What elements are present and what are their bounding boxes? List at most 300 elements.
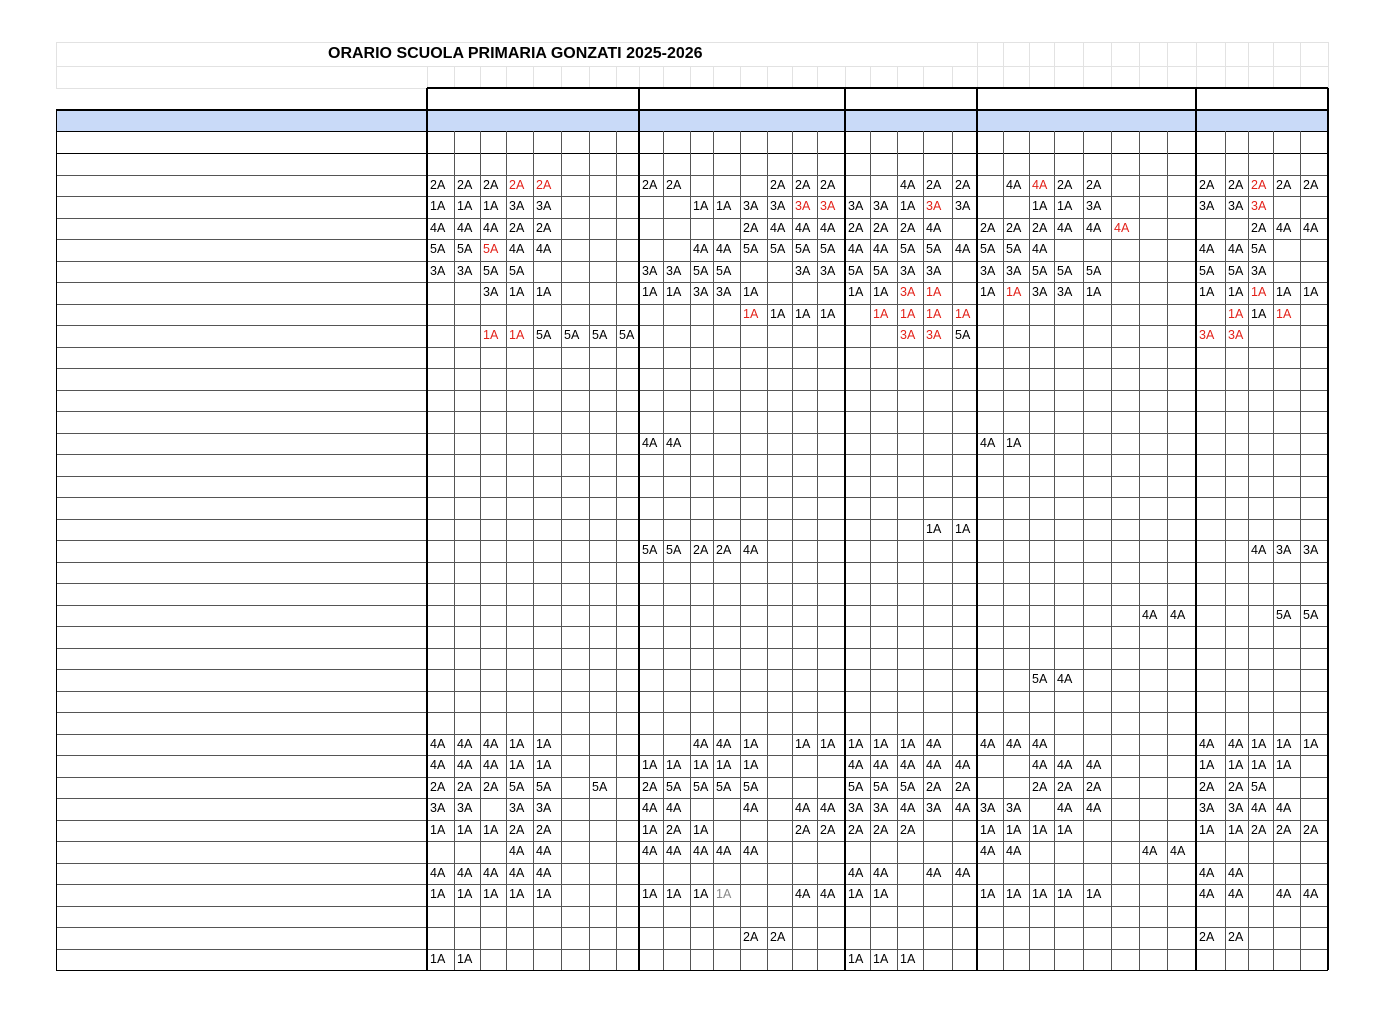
schedule-cell[interactable]: 2A xyxy=(1057,780,1073,794)
schedule-cell[interactable]: 1A xyxy=(848,952,864,966)
schedule-cell[interactable]: 4A xyxy=(430,221,446,235)
schedule-cell[interactable]: 4A xyxy=(642,801,658,815)
schedule-cell[interactable]: 3A xyxy=(509,199,525,213)
schedule-cell[interactable]: 1A xyxy=(666,887,682,901)
schedule-cell[interactable]: 4A xyxy=(1032,737,1048,751)
schedule-cell[interactable]: 1A xyxy=(980,285,996,299)
schedule-cell[interactable]: 3A xyxy=(926,328,942,342)
schedule-cell[interactable]: 2A xyxy=(666,178,682,192)
schedule-cell[interactable]: 2A xyxy=(509,178,525,192)
schedule-cell[interactable]: 2A xyxy=(1228,780,1244,794)
schedule-cell[interactable]: 5A xyxy=(820,242,836,256)
schedule-cell[interactable]: 3A xyxy=(795,264,811,278)
schedule-cell[interactable]: 4A xyxy=(483,221,499,235)
schedule-cell[interactable]: 1A xyxy=(1032,887,1048,901)
schedule-cell[interactable]: 4A xyxy=(820,801,836,815)
schedule-cell[interactable]: 2A xyxy=(1057,178,1073,192)
schedule-cell[interactable]: 4A xyxy=(795,887,811,901)
schedule-cell[interactable]: 3A xyxy=(536,801,552,815)
schedule-cell[interactable]: 3A xyxy=(430,264,446,278)
schedule-cell[interactable]: 5A xyxy=(509,780,525,794)
schedule-cell[interactable]: 4A xyxy=(430,866,446,880)
schedule-cell[interactable]: 5A xyxy=(900,780,916,794)
schedule-cell[interactable]: 2A xyxy=(536,178,552,192)
schedule-cell[interactable]: 1A xyxy=(1276,307,1292,321)
schedule-cell[interactable]: 2A xyxy=(536,221,552,235)
schedule-cell[interactable]: 5A xyxy=(1006,242,1022,256)
schedule-cell[interactable]: 2A xyxy=(1228,178,1244,192)
schedule-cell[interactable]: 2A xyxy=(1086,178,1102,192)
schedule-cell[interactable]: 3A xyxy=(980,801,996,815)
schedule-cell[interactable]: 4A xyxy=(430,758,446,772)
schedule-cell[interactable]: 3A xyxy=(1251,199,1267,213)
schedule-cell[interactable]: 1A xyxy=(642,758,658,772)
schedule-cell[interactable]: 4A xyxy=(509,866,525,880)
schedule-cell[interactable]: 4A xyxy=(1199,737,1215,751)
schedule-cell[interactable]: 1A xyxy=(536,285,552,299)
schedule-cell[interactable]: 1A xyxy=(743,307,759,321)
schedule-cell[interactable]: 3A xyxy=(820,264,836,278)
schedule-cell[interactable]: 5A xyxy=(716,264,732,278)
schedule-cell[interactable]: 1A xyxy=(1251,737,1267,751)
schedule-cell[interactable]: 5A xyxy=(666,780,682,794)
schedule-cell[interactable]: 1A xyxy=(483,823,499,837)
schedule-cell[interactable]: 1A xyxy=(1086,887,1102,901)
schedule-cell[interactable]: 4A xyxy=(743,844,759,858)
schedule-cell[interactable]: 2A xyxy=(483,780,499,794)
schedule-cell[interactable]: 2A xyxy=(1251,823,1267,837)
schedule-cell[interactable]: 4A xyxy=(1032,178,1048,192)
schedule-cell[interactable]: 4A xyxy=(900,758,916,772)
schedule-cell[interactable]: 4A xyxy=(848,242,864,256)
schedule-cell[interactable]: 4A xyxy=(716,737,732,751)
schedule-cell[interactable]: 1A xyxy=(536,758,552,772)
schedule-cell[interactable]: 1A xyxy=(955,522,971,536)
schedule-cell[interactable]: 4A xyxy=(457,737,473,751)
schedule-cell[interactable]: 2A xyxy=(900,823,916,837)
schedule-cell[interactable]: 1A xyxy=(483,199,499,213)
schedule-cell[interactable]: 4A xyxy=(642,844,658,858)
schedule-cell[interactable]: 2A xyxy=(1276,823,1292,837)
schedule-cell[interactable]: 1A xyxy=(873,285,889,299)
schedule-cell[interactable]: 2A xyxy=(509,221,525,235)
schedule-cell[interactable]: 1A xyxy=(1199,823,1215,837)
schedule-cell[interactable]: 2A xyxy=(1086,780,1102,794)
schedule-cell[interactable]: 1A xyxy=(693,887,709,901)
schedule-cell[interactable]: 1A xyxy=(1276,758,1292,772)
schedule-cell[interactable]: 1A xyxy=(509,328,525,342)
schedule-cell[interactable]: 1A xyxy=(509,285,525,299)
schedule-cell[interactable]: 5A xyxy=(1199,264,1215,278)
schedule-cell[interactable]: 4A xyxy=(1199,887,1215,901)
schedule-cell[interactable]: 2A xyxy=(848,221,864,235)
schedule-cell[interactable]: 2A xyxy=(848,823,864,837)
schedule-cell[interactable]: 1A xyxy=(430,887,446,901)
schedule-cell[interactable]: 1A xyxy=(873,737,889,751)
schedule-cell[interactable]: 5A xyxy=(926,242,942,256)
schedule-cell[interactable]: 1A xyxy=(1006,436,1022,450)
schedule-cell[interactable]: 1A xyxy=(666,285,682,299)
schedule-cell[interactable]: 1A xyxy=(509,758,525,772)
schedule-cell[interactable]: 4A xyxy=(955,758,971,772)
schedule-cell[interactable]: 4A xyxy=(770,221,786,235)
schedule-cell[interactable]: 1A xyxy=(1032,199,1048,213)
schedule-cell[interactable]: 4A xyxy=(1228,737,1244,751)
schedule-cell[interactable]: 1A xyxy=(926,307,942,321)
schedule-cell[interactable]: 1A xyxy=(1057,823,1073,837)
schedule-cell[interactable]: 1A xyxy=(457,887,473,901)
schedule-cell[interactable]: 4A xyxy=(1228,866,1244,880)
schedule-cell[interactable]: 1A xyxy=(430,823,446,837)
schedule-cell[interactable]: 4A xyxy=(536,866,552,880)
schedule-cell[interactable]: 1A xyxy=(900,737,916,751)
schedule-cell[interactable]: 1A xyxy=(430,199,446,213)
schedule-cell[interactable]: 2A xyxy=(1276,178,1292,192)
schedule-cell[interactable]: 4A xyxy=(820,221,836,235)
schedule-cell[interactable]: 1A xyxy=(693,199,709,213)
schedule-cell[interactable]: 1A xyxy=(1276,737,1292,751)
schedule-cell[interactable]: 4A xyxy=(666,436,682,450)
schedule-cell[interactable]: 2A xyxy=(1251,221,1267,235)
schedule-cell[interactable]: 2A xyxy=(1228,930,1244,944)
schedule-cell[interactable]: 4A xyxy=(900,801,916,815)
schedule-cell[interactable]: 4A xyxy=(980,844,996,858)
schedule-cell[interactable]: 1A xyxy=(1276,285,1292,299)
schedule-cell[interactable]: 4A xyxy=(716,844,732,858)
schedule-cell[interactable]: 3A xyxy=(1228,199,1244,213)
schedule-cell[interactable]: 1A xyxy=(1199,285,1215,299)
schedule-cell[interactable]: 4A xyxy=(666,844,682,858)
schedule-cell[interactable]: 2A xyxy=(820,178,836,192)
schedule-cell[interactable]: 4A xyxy=(1228,242,1244,256)
schedule-cell[interactable]: 5A xyxy=(430,242,446,256)
schedule-cell[interactable]: 5A xyxy=(592,780,608,794)
schedule-cell[interactable]: 4A xyxy=(483,758,499,772)
schedule-cell[interactable]: 2A xyxy=(873,221,889,235)
schedule-cell[interactable]: 5A xyxy=(848,264,864,278)
schedule-cell[interactable]: 3A xyxy=(430,801,446,815)
schedule-cell[interactable]: 3A xyxy=(873,801,889,815)
schedule-cell[interactable]: 1A xyxy=(693,823,709,837)
schedule-cell[interactable]: 4A xyxy=(1199,242,1215,256)
schedule-cell[interactable]: 4A xyxy=(457,221,473,235)
schedule-cell[interactable]: 2A xyxy=(820,823,836,837)
schedule-cell[interactable]: 3A xyxy=(457,801,473,815)
schedule-cell[interactable]: 1A xyxy=(716,887,732,901)
schedule-cell[interactable]: 4A xyxy=(1303,887,1319,901)
schedule-cell[interactable]: 3A xyxy=(1251,264,1267,278)
schedule-cell[interactable]: 1A xyxy=(536,887,552,901)
schedule-cell[interactable]: 3A xyxy=(980,264,996,278)
schedule-cell[interactable]: 4A xyxy=(457,866,473,880)
schedule-cell[interactable]: 4A xyxy=(1006,844,1022,858)
schedule-cell[interactable]: 4A xyxy=(1057,758,1073,772)
schedule-cell[interactable]: 2A xyxy=(1199,780,1215,794)
schedule-cell[interactable]: 4A xyxy=(457,758,473,772)
schedule-cell[interactable]: 4A xyxy=(1057,801,1073,815)
schedule-cell[interactable]: 4A xyxy=(483,737,499,751)
schedule-cell[interactable]: 4A xyxy=(926,221,942,235)
schedule-cell[interactable]: 1A xyxy=(457,952,473,966)
schedule-cell[interactable]: 1A xyxy=(1228,307,1244,321)
schedule-cell[interactable]: 4A xyxy=(873,758,889,772)
schedule-cell[interactable]: 4A xyxy=(980,737,996,751)
schedule-cell[interactable]: 1A xyxy=(1303,737,1319,751)
schedule-cell[interactable]: 2A xyxy=(457,780,473,794)
schedule-cell[interactable]: 5A xyxy=(795,242,811,256)
schedule-cell[interactable]: 4A xyxy=(1276,221,1292,235)
schedule-cell[interactable]: 2A xyxy=(666,823,682,837)
schedule-cell[interactable]: 5A xyxy=(483,264,499,278)
schedule-cell[interactable]: 1A xyxy=(716,199,732,213)
schedule-cell[interactable]: 3A xyxy=(1006,801,1022,815)
schedule-cell[interactable]: 2A xyxy=(483,178,499,192)
schedule-cell[interactable]: 5A xyxy=(564,328,580,342)
schedule-cell[interactable]: 2A xyxy=(1032,221,1048,235)
schedule-cell[interactable]: 1A xyxy=(980,887,996,901)
schedule-cell[interactable]: 5A xyxy=(666,543,682,557)
schedule-cell[interactable]: 1A xyxy=(743,758,759,772)
schedule-cell[interactable]: 1A xyxy=(1228,285,1244,299)
schedule-cell[interactable]: 1A xyxy=(900,199,916,213)
schedule-cell[interactable]: 4A xyxy=(693,242,709,256)
schedule-cell[interactable]: 1A xyxy=(509,887,525,901)
schedule-cell[interactable]: 4A xyxy=(848,758,864,772)
schedule-cell[interactable]: 1A xyxy=(848,737,864,751)
schedule-cell[interactable]: 1A xyxy=(642,285,658,299)
schedule-cell[interactable]: 1A xyxy=(693,758,709,772)
schedule-cell[interactable]: 1A xyxy=(926,522,942,536)
schedule-cell[interactable]: 4A xyxy=(1057,221,1073,235)
schedule-cell[interactable]: 2A xyxy=(536,823,552,837)
schedule-cell[interactable]: 3A xyxy=(457,264,473,278)
schedule-cell[interactable]: 4A xyxy=(1251,543,1267,557)
schedule-cell[interactable]: 2A xyxy=(693,543,709,557)
schedule-cell[interactable]: 4A xyxy=(1170,844,1186,858)
schedule-cell[interactable]: 3A xyxy=(1057,285,1073,299)
schedule-cell[interactable]: 1A xyxy=(1251,758,1267,772)
schedule-cell[interactable]: 2A xyxy=(873,823,889,837)
schedule-cell[interactable]: 2A xyxy=(1303,178,1319,192)
schedule-cell[interactable]: 5A xyxy=(1057,264,1073,278)
schedule-cell[interactable]: 1A xyxy=(457,199,473,213)
schedule-cell[interactable]: 3A xyxy=(693,285,709,299)
schedule-cell[interactable]: 5A xyxy=(509,264,525,278)
schedule-cell[interactable]: 3A xyxy=(1228,328,1244,342)
schedule-cell[interactable]: 5A xyxy=(1303,608,1319,622)
schedule-cell[interactable]: 4A xyxy=(926,737,942,751)
schedule-cell[interactable]: 2A xyxy=(1006,221,1022,235)
schedule-cell[interactable]: 2A xyxy=(955,780,971,794)
schedule-cell[interactable]: 5A xyxy=(1032,264,1048,278)
schedule-cell[interactable]: 3A xyxy=(848,801,864,815)
schedule-cell[interactable]: 5A xyxy=(1032,672,1048,686)
schedule-cell[interactable]: 3A xyxy=(1199,801,1215,815)
schedule-cell[interactable]: 5A xyxy=(743,780,759,794)
schedule-cell[interactable]: 5A xyxy=(619,328,635,342)
schedule-cell[interactable]: 3A xyxy=(743,199,759,213)
schedule-cell[interactable]: 4A xyxy=(1142,844,1158,858)
schedule-cell[interactable]: 2A xyxy=(642,178,658,192)
schedule-cell[interactable]: 4A xyxy=(926,866,942,880)
schedule-cell[interactable]: 5A xyxy=(1251,780,1267,794)
schedule-cell[interactable]: 4A xyxy=(1114,221,1130,235)
schedule-cell[interactable]: 3A xyxy=(1032,285,1048,299)
schedule-cell[interactable]: 4A xyxy=(980,436,996,450)
schedule-cell[interactable]: 4A xyxy=(1170,608,1186,622)
schedule-cell[interactable]: 4A xyxy=(1057,672,1073,686)
schedule-cell[interactable]: 5A xyxy=(873,264,889,278)
schedule-cell[interactable]: 1A xyxy=(509,737,525,751)
schedule-cell[interactable]: 1A xyxy=(716,758,732,772)
schedule-cell[interactable]: 1A xyxy=(1251,285,1267,299)
schedule-cell[interactable]: 5A xyxy=(642,543,658,557)
schedule-cell[interactable]: 1A xyxy=(743,737,759,751)
schedule-cell[interactable]: 2A xyxy=(642,780,658,794)
schedule-cell[interactable]: 3A xyxy=(1303,543,1319,557)
schedule-cell[interactable]: 1A xyxy=(1228,758,1244,772)
schedule-cell[interactable]: 3A xyxy=(955,199,971,213)
schedule-cell[interactable]: 1A xyxy=(1251,307,1267,321)
schedule-cell[interactable]: 1A xyxy=(1199,758,1215,772)
schedule-cell[interactable]: 5A xyxy=(955,328,971,342)
schedule-cell[interactable]: 2A xyxy=(457,178,473,192)
schedule-cell[interactable]: 2A xyxy=(743,221,759,235)
schedule-cell[interactable]: 5A xyxy=(1228,264,1244,278)
schedule-cell[interactable]: 5A xyxy=(980,242,996,256)
schedule-cell[interactable]: 4A xyxy=(900,178,916,192)
schedule-cell[interactable]: 4A xyxy=(955,801,971,815)
schedule-cell[interactable]: 5A xyxy=(483,242,499,256)
schedule-cell[interactable]: 4A xyxy=(1086,758,1102,772)
schedule-cell[interactable]: 2A xyxy=(770,930,786,944)
schedule-cell[interactable]: 4A xyxy=(955,866,971,880)
schedule-cell[interactable]: 1A xyxy=(820,307,836,321)
schedule-cell[interactable]: 5A xyxy=(900,242,916,256)
schedule-cell[interactable]: 1A xyxy=(483,887,499,901)
schedule-cell[interactable]: 3A xyxy=(820,199,836,213)
schedule-cell[interactable]: 4A xyxy=(536,242,552,256)
schedule-cell[interactable]: 4A xyxy=(873,242,889,256)
schedule-cell[interactable]: 3A xyxy=(1006,264,1022,278)
schedule-cell[interactable]: 1A xyxy=(743,285,759,299)
schedule-cell[interactable]: 5A xyxy=(770,242,786,256)
schedule-cell[interactable]: 4A xyxy=(955,242,971,256)
schedule-cell[interactable]: 4A xyxy=(848,866,864,880)
schedule-cell[interactable]: 1A xyxy=(1228,823,1244,837)
schedule-cell[interactable]: 3A xyxy=(900,264,916,278)
schedule-cell[interactable]: 4A xyxy=(1142,608,1158,622)
schedule-cell[interactable]: 1A xyxy=(955,307,971,321)
schedule-cell[interactable]: 4A xyxy=(743,801,759,815)
schedule-cell[interactable]: 1A xyxy=(1303,285,1319,299)
schedule-cell[interactable]: 2A xyxy=(1032,780,1048,794)
schedule-cell[interactable]: 3A xyxy=(1199,328,1215,342)
schedule-cell[interactable]: 3A xyxy=(770,199,786,213)
schedule-cell[interactable]: 2A xyxy=(795,178,811,192)
schedule-cell[interactable]: 1A xyxy=(873,887,889,901)
schedule-cell[interactable]: 4A xyxy=(795,801,811,815)
schedule-cell[interactable]: 3A xyxy=(926,199,942,213)
schedule-cell[interactable]: 5A xyxy=(743,242,759,256)
schedule-cell[interactable]: 3A xyxy=(873,199,889,213)
schedule-cell[interactable]: 2A xyxy=(900,221,916,235)
schedule-cell[interactable]: 4A xyxy=(1303,221,1319,235)
schedule-cell[interactable]: 1A xyxy=(430,952,446,966)
schedule-cell[interactable]: 5A xyxy=(693,264,709,278)
schedule-cell[interactable]: 3A xyxy=(666,264,682,278)
schedule-cell[interactable]: 2A xyxy=(980,221,996,235)
schedule-cell[interactable]: 5A xyxy=(716,780,732,794)
schedule-cell[interactable]: 4A xyxy=(1086,221,1102,235)
schedule-cell[interactable]: 5A xyxy=(873,780,889,794)
schedule-cell[interactable]: 1A xyxy=(848,887,864,901)
schedule-cell[interactable]: 1A xyxy=(483,328,499,342)
schedule-cell[interactable]: 4A xyxy=(1276,887,1292,901)
schedule-cell[interactable]: 4A xyxy=(795,221,811,235)
schedule-cell[interactable]: 5A xyxy=(457,242,473,256)
schedule-cell[interactable]: 1A xyxy=(873,952,889,966)
schedule-cell[interactable]: 4A xyxy=(1228,887,1244,901)
schedule-cell[interactable]: 5A xyxy=(536,328,552,342)
schedule-cell[interactable]: 3A xyxy=(509,801,525,815)
schedule-cell[interactable]: 3A xyxy=(900,285,916,299)
schedule-cell[interactable]: 3A xyxy=(926,264,942,278)
schedule-cell[interactable]: 2A xyxy=(716,543,732,557)
schedule-cell[interactable]: 1A xyxy=(1057,199,1073,213)
schedule-cell[interactable]: 1A xyxy=(536,737,552,751)
schedule-cell[interactable]: 2A xyxy=(926,178,942,192)
schedule-cell[interactable]: 2A xyxy=(770,178,786,192)
schedule-cell[interactable]: 3A xyxy=(716,285,732,299)
schedule-cell[interactable]: 1A xyxy=(770,307,786,321)
schedule-cell[interactable]: 4A xyxy=(1006,737,1022,751)
schedule-cell[interactable]: 4A xyxy=(1276,801,1292,815)
schedule-cell[interactable]: 2A xyxy=(430,178,446,192)
schedule-cell[interactable]: 1A xyxy=(666,758,682,772)
schedule-cell[interactable]: 2A xyxy=(430,780,446,794)
schedule-cell[interactable]: 1A xyxy=(457,823,473,837)
schedule-cell[interactable]: 4A xyxy=(820,887,836,901)
schedule-cell[interactable]: 1A xyxy=(642,887,658,901)
schedule-cell[interactable]: 1A xyxy=(820,737,836,751)
schedule-cell[interactable]: 4A xyxy=(1032,758,1048,772)
schedule-cell[interactable]: 1A xyxy=(642,823,658,837)
schedule-cell[interactable]: 4A xyxy=(743,543,759,557)
schedule-cell[interactable]: 4A xyxy=(483,866,499,880)
schedule-cell[interactable]: 3A xyxy=(795,199,811,213)
schedule-cell[interactable]: 1A xyxy=(1006,285,1022,299)
schedule-cell[interactable]: 2A xyxy=(743,930,759,944)
schedule-cell[interactable]: 1A xyxy=(1057,887,1073,901)
schedule-cell[interactable]: 1A xyxy=(873,307,889,321)
schedule-cell[interactable]: 3A xyxy=(848,199,864,213)
schedule-cell[interactable]: 1A xyxy=(926,285,942,299)
schedule-cell[interactable]: 4A xyxy=(716,242,732,256)
schedule-cell[interactable]: 5A xyxy=(1251,242,1267,256)
schedule-cell[interactable]: 4A xyxy=(926,758,942,772)
schedule-cell[interactable]: 2A xyxy=(1303,823,1319,837)
schedule-cell[interactable]: 1A xyxy=(1006,887,1022,901)
schedule-cell[interactable]: 2A xyxy=(926,780,942,794)
schedule-cell[interactable]: 4A xyxy=(666,801,682,815)
schedule-cell[interactable]: 4A xyxy=(509,844,525,858)
schedule-cell[interactable]: 1A xyxy=(900,307,916,321)
schedule-cell[interactable]: 3A xyxy=(1086,199,1102,213)
schedule-cell[interactable]: 1A xyxy=(795,307,811,321)
schedule-cell[interactable]: 5A xyxy=(592,328,608,342)
schedule-cell[interactable]: 4A xyxy=(1006,178,1022,192)
